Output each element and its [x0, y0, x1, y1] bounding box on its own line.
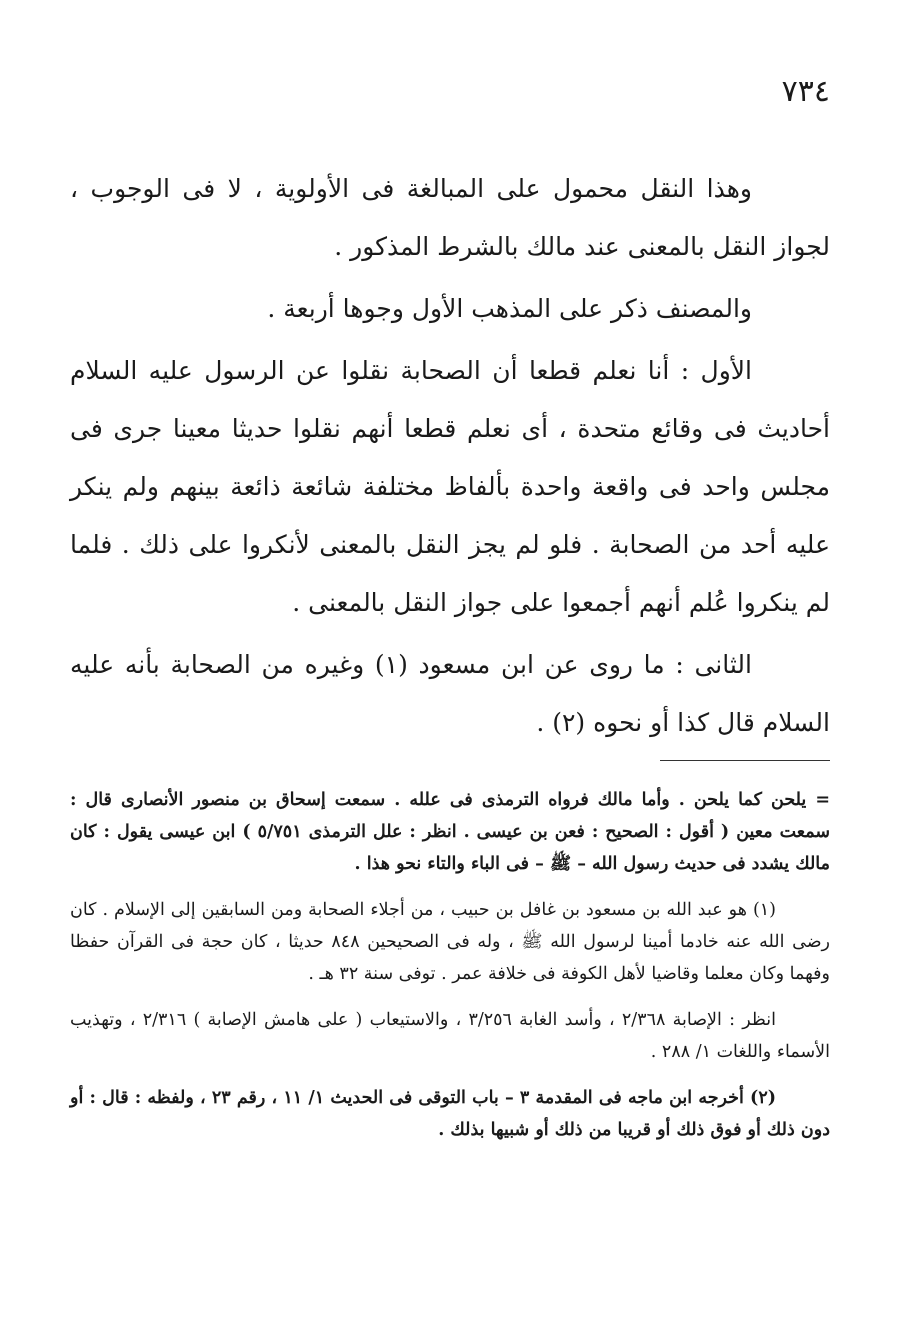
book-page — [70, 0, 830, 1342]
footnote-2: (٢) أخرجه ابن ماجه فى المقدمة ٣ – باب التوقى فى الحديث ١/ ١١ ، رقم ٢٣ ، ولفظه : قال : أو دون ذلك أو فوق ذلك أو قريبا من ذلك أو شبيها بذلك . — [70, 1088, 830, 1140]
footnote-1: (١) هو عبد الله بن مسعود بن غافل بن حبيب ، من أجلاء الصحابة ومن السابقين إلى الإسلام . كان رضى الله عنه خادما أمينا لرسول الله ﷺ ، وله فى الصحيحين ٨٤٨ حديثا ، كان حجة فى القرآن حفظا وفهما وكان معلما وقاضيا لأهل الكوفة فى خلافة عمر . توفى سنة ٣٢ هـ . — [70, 900, 831, 984]
paragraph-2: والمصنف ذكر على المذهب الأول وجوها أربعة . — [267, 294, 752, 323]
footnotes — [70, 784, 830, 1160]
paragraph-1: وهذا النقل محمول على المبالغة فى الأولوية ، لا فى الوجوب ، لجواز النقل بالمعنى عند مالك بالشرط المذكور . — [70, 174, 830, 261]
paragraph-3: الأول : أنا نعلم قطعا أن الصحابة نقلوا عن الرسول عليه السلام أحاديث فى وقائع متحدة ، أى نعلم قطعا أنهم نقلوا حديثا معينا جرى فى مجلس واحد فى واقعة واحدة بألفاظ مختلفة شائعة ذائعة بينهم ولم ينكر عليه أحد من الصحابة . فلو لم يجز النقل بالمعنى لأنكروا على ذلك . فلما لم ينكروا عُلم أنهم أجمعوا على جواز النقل بالمعنى . — [70, 356, 830, 617]
page-number: ٧٣٤ — [781, 74, 830, 109]
footnote-1-references: انظر : الإصابة ٢/٣٦٨ ، وأسد الغابة ٣/٢٥٦ ، والاستيعاب ( على هامش الإصابة ) ٢/٣١٦ ، وتهذيب الأسماء واللغات ١/ ٢٨٨ . — [70, 1010, 830, 1062]
footnote-continuation: = يلحن كما يلحن . وأما مالك فرواه الترمذى فى علله . سمعت إسحاق بن منصور الأنصارى قال : سمعت معين ( أقول : الصحيح : فعن بن عيسى . انظر : علل الترمذى ٥/٧٥١ ) ابن عيسى يقول : كان مالك يشدد فى حديث رسول الله – ﷺ – فى الباء والتاء نحو هذا . — [70, 790, 830, 874]
footnote-divider — [660, 760, 830, 761]
main-text — [70, 160, 830, 756]
paragraph-4: الثانى : ما روى عن ابن مسعود (١) وغيره من الصحابة بأنه عليه السلام قال كذا أو نحوه (٢) . — [70, 650, 830, 737]
